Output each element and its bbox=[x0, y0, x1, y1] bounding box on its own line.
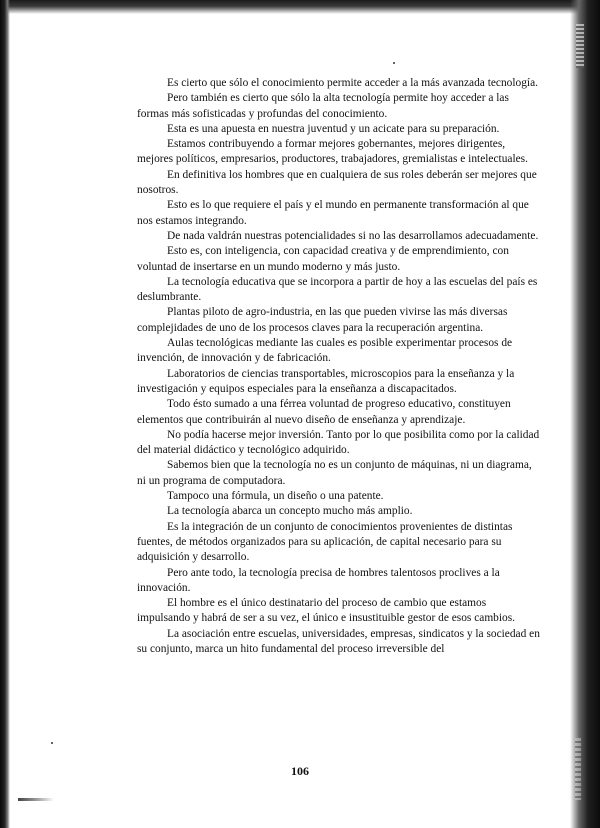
paragraph: Todo ésto sumado a una férrea voluntad de progreso educativo, constituyen elementos que contribuirán al nuevo diseño de enseñanza y aprendizaje. bbox=[137, 398, 511, 426]
paragraph: Estamos contribuyendo a formar mejores gobernantes, mejores dirigentes, mejores políticos, empresarios, productores, trabajadores, gremialistas e intelectuales. bbox=[137, 138, 528, 166]
scan-right-binding-shadow bbox=[570, 0, 600, 828]
paragraph: Esto es, con inteligencia, con capacidad creativa y de emprendimiento, con voluntad de insertarse en un mundo moderno y más justo. bbox=[137, 245, 509, 273]
paragraph: Esto es lo que requiere el país y el mundo en permanente transformación al que nos estamos integrando. bbox=[137, 199, 529, 227]
scan-left-shadow bbox=[0, 0, 10, 828]
paragraph: Es la integración de un conjunto de conocimientos provenientes de distintas fuentes, de métodos organizados para su aplicación, de capital necesario para su adquisición y desarrollo. bbox=[137, 520, 513, 564]
binding-mark bbox=[576, 24, 584, 68]
paragraph: La tecnología abarca un concepto mucho más amplio. bbox=[167, 505, 413, 518]
paragraph: En definitiva los hombres que en cualquiera de sus roles deberán ser mejores que nosotros. bbox=[137, 168, 537, 197]
paragraph: Aulas tecnológicas mediante las cuales es posible experimentar procesos de invención, de innovación y de fabricación. bbox=[137, 337, 513, 365]
paragraph: No podía hacerse mejor inversión. Tanto por lo que posibilita como por la calidad del material didáctico y tecnológico adquirido. bbox=[137, 428, 540, 457]
speck bbox=[51, 742, 53, 744]
page-number: 106 bbox=[291, 764, 309, 778]
paragraph: El hombre es el único destinatario del proceso de cambio que estamos impulsando y habrá de ser a su vez, el único e insustituible gestor de esos cambios. bbox=[137, 597, 516, 625]
body-text bbox=[137, 76, 540, 657]
scan-top-shadow bbox=[0, 0, 600, 14]
paragraph: La asociación entre escuelas, universidades, empresas, sindicatos y la sociedad en su conjunto, marca un hito fundamental del proceso irreversible del bbox=[137, 627, 540, 655]
speck bbox=[393, 62, 395, 64]
paragraph: Plantas piloto de agro-industria, en las que pueden vivirse las más diversas complejidades de uno de los procesos claves para la recuperación argentina. bbox=[137, 306, 508, 334]
scan-smudge bbox=[18, 798, 54, 801]
paragraph: Es cierto que sólo el conocimiento permite acceder a la más avanzada tecnología. bbox=[167, 77, 538, 89]
paragraph: De nada valdrán nuestras potencialidades si no las desarrollamos adecuadamente. bbox=[167, 229, 539, 242]
paragraph: Tampoco una fórmula, un diseño o una patente. bbox=[167, 490, 384, 503]
paragraph: Esta es una apuesta en nuestra juventud y un acicate para su preparación. bbox=[167, 122, 500, 135]
paragraph: Laboratorios de ciencias transportables, microscopios para la enseñanza y la investigación y equipos especiales para la enseñanza a discapacitados. bbox=[137, 367, 515, 395]
paragraph: Pero también es cierto que sólo la alta tecnología permite hoy acceder a las formas más sofisticadas y profundas del conocimiento. bbox=[137, 92, 509, 120]
paragraph: Pero ante todo, la tecnología precisa de hombres talentosos proclives a la innovación. bbox=[137, 566, 500, 594]
paragraph: La tecnología educativa que se incorpora a partir de hoy a las escuelas del país es deslumbrante. bbox=[137, 275, 538, 304]
paragraph: Sabemos bien que la tecnología no es un conjunto de máquinas, ni un diagrama, ni un programa de computadora. bbox=[137, 459, 532, 487]
